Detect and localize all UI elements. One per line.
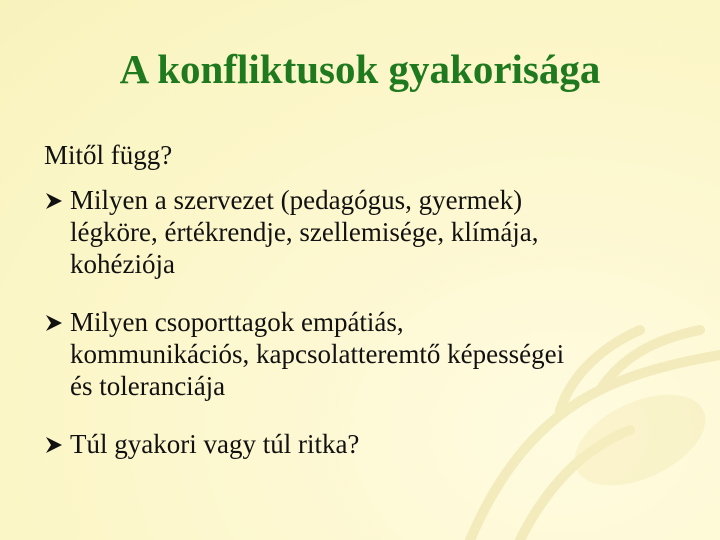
intro-question: Mitől függ? (44, 140, 173, 170)
bullet-line: és toleranciája (70, 371, 226, 401)
bullet-line: kohéziója (70, 249, 175, 279)
bullet-line: Túl gyakori vagy túl ritka? (70, 429, 360, 459)
bullet-text (70, 428, 684, 460)
bullet-line: légköre, értékrendje, szellemisége, klímája, (70, 217, 539, 247)
bullet-text (70, 184, 684, 280)
bullet-item (44, 306, 684, 402)
bullet-line: Milyen csoporttagok empátiás, (70, 307, 404, 337)
bullet-line: kommunikációs, kapcsolatteremtő képességei (70, 339, 565, 369)
bullet-line: Milyen a szervezet (pedagógus, gyermek) (70, 185, 523, 215)
arrowhead-bullet-icon (44, 184, 70, 216)
arrowhead-bullet-icon (44, 306, 70, 338)
bullet-text (70, 306, 684, 402)
bullet-item (44, 184, 684, 280)
slide-title: A konfliktusok gyakorisága (119, 46, 601, 92)
arrowhead-bullet-icon (44, 428, 70, 460)
bullet-item (44, 428, 684, 460)
